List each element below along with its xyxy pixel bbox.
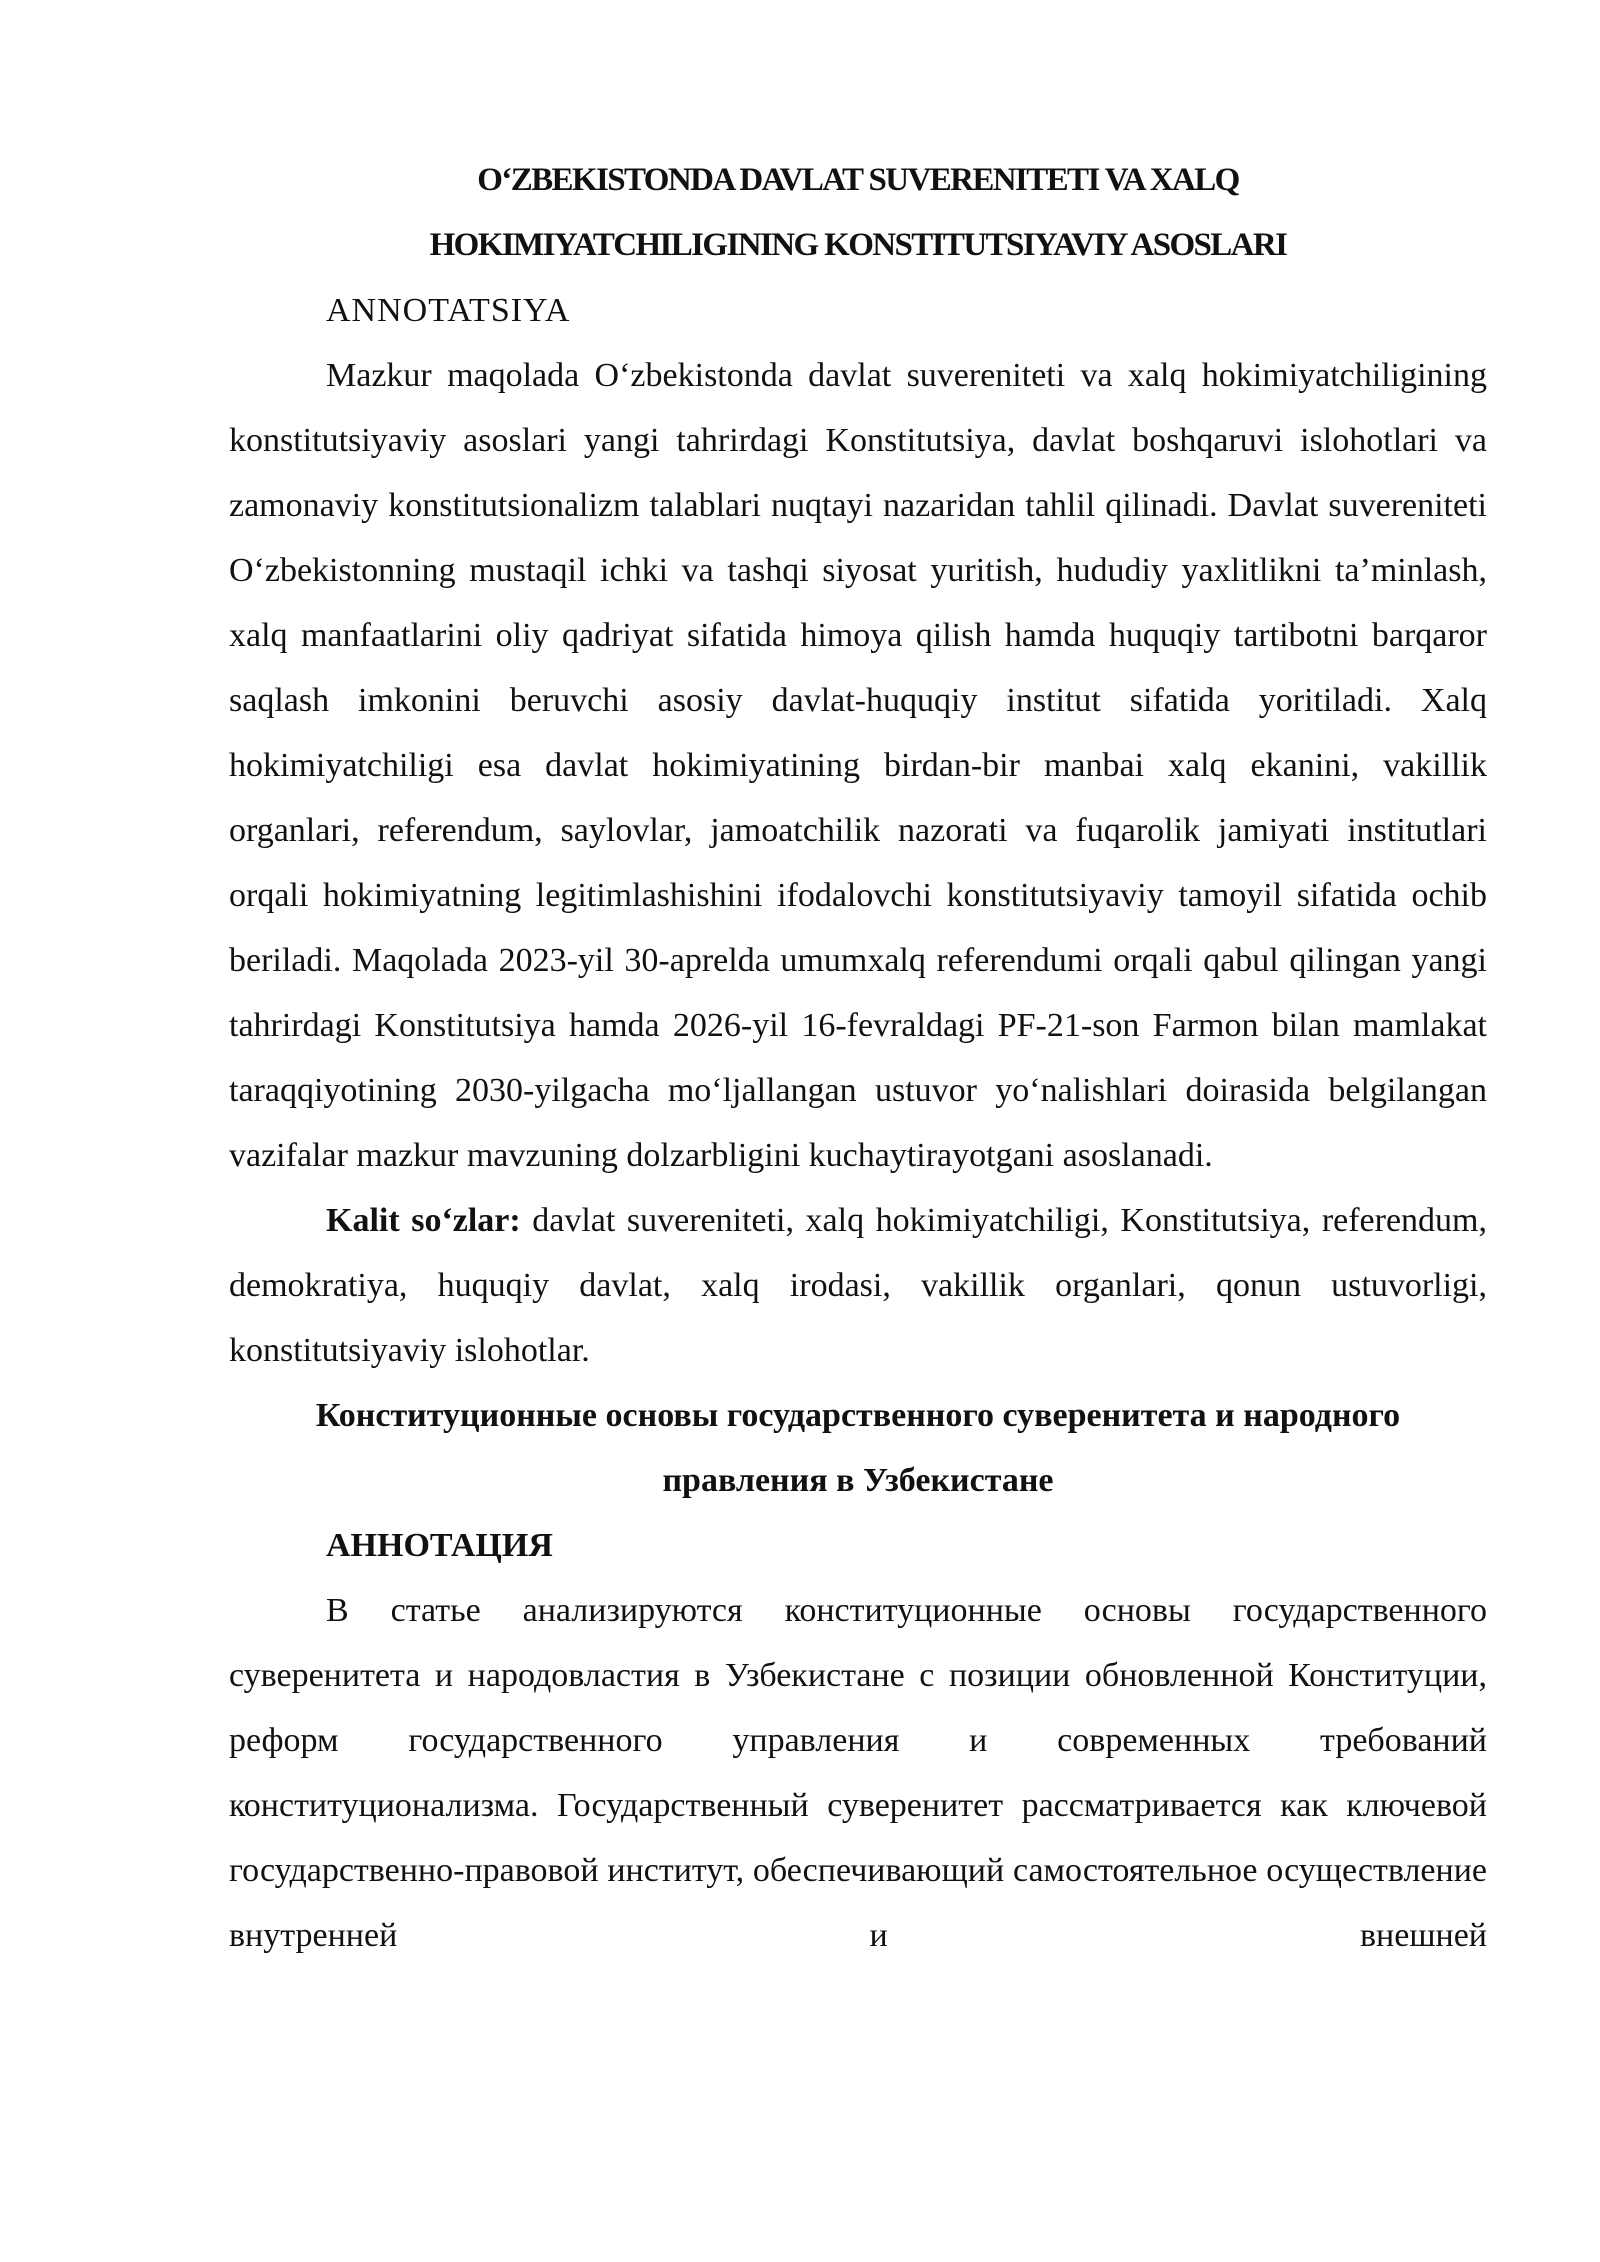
ru-title <box>229 1383 1487 1513</box>
uz-keywords-label: Kalit so‘zlar: <box>326 1202 521 1239</box>
uz-annotation-paragraph: Mazkur maqolada O‘zbekistonda davlat suvereniteti va xalq hokimiyatchiligining konstitutsiyaviy asoslari yangi tahrirdagi Konstitutsiya, davlat boshqaruvi islohotlari va zamonaviy konstitutsionalizm talablari nuqtayi nazaridan tahlil qilinadi. Davlat suvereniteti O‘zbekistonning mustaqil ichki va tashqi siyosat yuritish, hududiy yaxlitlikni ta’minlash, xalq manfaatlarini oliy qadriyat sifatida himoya qilish hamda huquqiy tartibotni barqaror saqlash imkonini beruvchi asosiy davlat-huquqiy institut sifatida yoritiladi. Xalq hokimiyatchiligi esa davlat hokimiyatining birdan-bir manbai xalq ekanini, vakillik organlari, referendum, saylovlar, jamoatchilik nazorati va fuqarolik jamiyati institutlari orqali hokimiyatning legitimlashishini ifodalovchi konstitutsiyaviy tamoyil sifatida ochib beriladi. Maqolada 2023-yil 30-aprelda umumxalq referendumi orqali qabul qilingan yangi tahrirdagi Konstitutsiya hamda 2026-yil 16-fevraldagi PF-21-son Farmon bilan mamlakat taraqqiyotining 2030-yilgacha mo‘ljallangan ustuvor yo‘nalishlari doirasida belgilangan vazifalar mazkur mavzuning dolzarbligini kuchaytirayotgani asoslanadi. <box>229 357 1487 1174</box>
page-content <box>229 148 1487 1968</box>
ru-title-line-1: Конституционные основы государственного суверенитета и народного <box>315 1397 1401 1434</box>
uz-annotation-heading: ANNOTATSIYA <box>326 292 571 329</box>
uz-title-line-2: HOKIMIYATCHILIGINING KONSTITUTSIYAVIY ASOSLARI <box>429 227 1287 263</box>
ru-annotation-heading: АННОТАЦИЯ <box>326 1527 553 1564</box>
uz-title <box>229 148 1487 278</box>
uz-keywords-text: davlat suvereniteti, xalq hokimiyatchiligi, Konstitutsiya, referendum, demokratiya, huquqiy davlat, xalq irodasi, vakillik organlari, qonun ustuvorligi, konstitutsiyaviy islohotlar. <box>229 1202 1487 1369</box>
ru-title-line-2: правления в Узбекистане <box>662 1462 1054 1499</box>
ru-annotation-paragraph: В статье анализируются конституционные основы государственного суверенитета и народовластия в Узбекистане с позиции обновленной Конституции, реформ государственного управления и современных требований конституционализма. Государственный суверенитет рассматривается как ключевой государственно-правовой институт, обеспечивающий самостоятельное осуществление внутренней и внешней <box>229 1592 1487 1954</box>
uz-title-line-1: O‘ZBEKISTONDA DAVLAT SUVERENITETI VA XALQ <box>477 162 1239 198</box>
uz-keywords-paragraph <box>229 1188 1487 1383</box>
